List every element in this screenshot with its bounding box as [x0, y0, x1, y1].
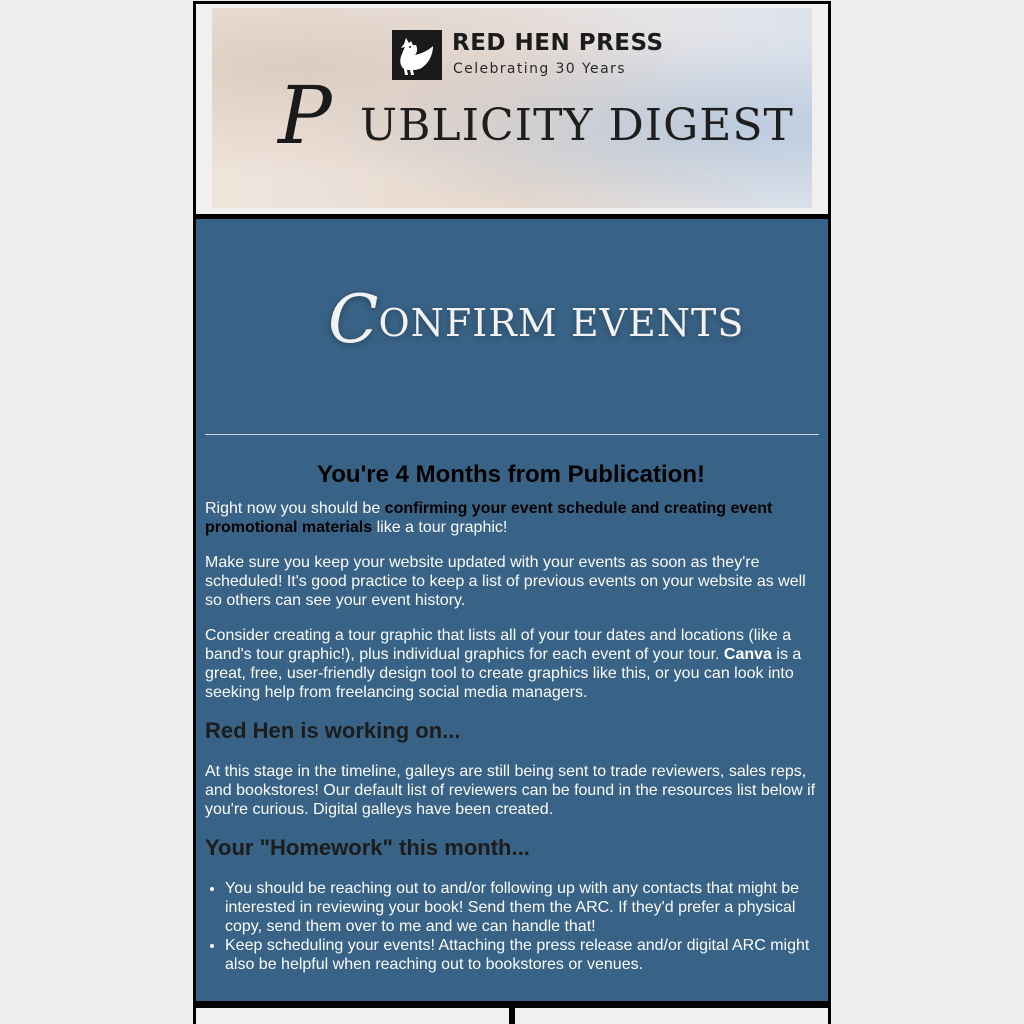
paragraph-schedule-post: like a tour graphic!	[372, 519, 508, 536]
publication-heading: You're 4 Months from Publication!	[317, 461, 705, 488]
paragraph-tour-graphic	[205, 626, 817, 702]
header	[196, 4, 828, 214]
body-text	[205, 461, 817, 974]
paragraph-schedule-bold: confirming your event schedule and creating event promotional materials	[205, 500, 773, 536]
content-section	[196, 219, 828, 1001]
section-title	[328, 281, 744, 358]
homework-item: • You should be reaching out to and/or following up with any contacts that might be interested in reviewing your book! Send them the ARC. If they'd prefer a physical copy, send them over to me and we can handle that!	[225, 879, 817, 936]
brand-tagline: Celebrating 30 Years	[453, 61, 626, 77]
footer-right-panel	[515, 1008, 828, 1024]
paragraph-galleys: At this stage in the timeline, galleys are still being sent to trade reviewers, sales reps, and bookstores! Our default list of reviewers can be found in the resources list below if you're curious. Digital galleys have been created.	[205, 763, 816, 818]
hen-logo-icon	[392, 30, 442, 80]
footer-left-panel	[196, 1008, 509, 1024]
homework-list	[205, 879, 817, 974]
paragraph-schedule-pre: Right now you should be	[205, 500, 385, 517]
homework-heading: Your "Homework" this month...	[205, 835, 530, 860]
digest-title-initial: P	[278, 69, 332, 162]
homework-item: • Keep scheduling your events! Attaching the press release and/or digital ARC might also be helpful when reaching out to bookstores or venues.	[225, 936, 817, 974]
paragraph-tour-post: is a great, free, user-friendly design tool to create graphics like this, or you can look into seeking help from freelancing social media managers.	[205, 646, 802, 701]
working-on-heading: Red Hen is working on...	[205, 718, 461, 743]
canva-text: Canva	[723, 646, 772, 663]
divider	[205, 434, 819, 435]
brand-name: RED HEN PRESS	[452, 30, 664, 56]
paragraph-website: Make sure you keep your website updated with your events as soon as they're scheduled! It's good practice to keep a list of previous events on your website as well so others can see your event history.	[205, 554, 806, 609]
digest-title: UBLICITY DIGEST	[360, 100, 794, 151]
paragraph-tour-pre: Consider creating a tour graphic that lists all of your tour dates and locations (like a band's tour graphic!), plus individual graphics for each event of your tour.	[205, 627, 792, 663]
paragraph-schedule	[205, 499, 817, 537]
header-banner	[212, 8, 812, 208]
newsletter-page	[193, 1, 831, 1024]
section-title-text: ONFIRM EVENTS	[378, 301, 745, 345]
section-title-initial: C	[328, 281, 379, 358]
